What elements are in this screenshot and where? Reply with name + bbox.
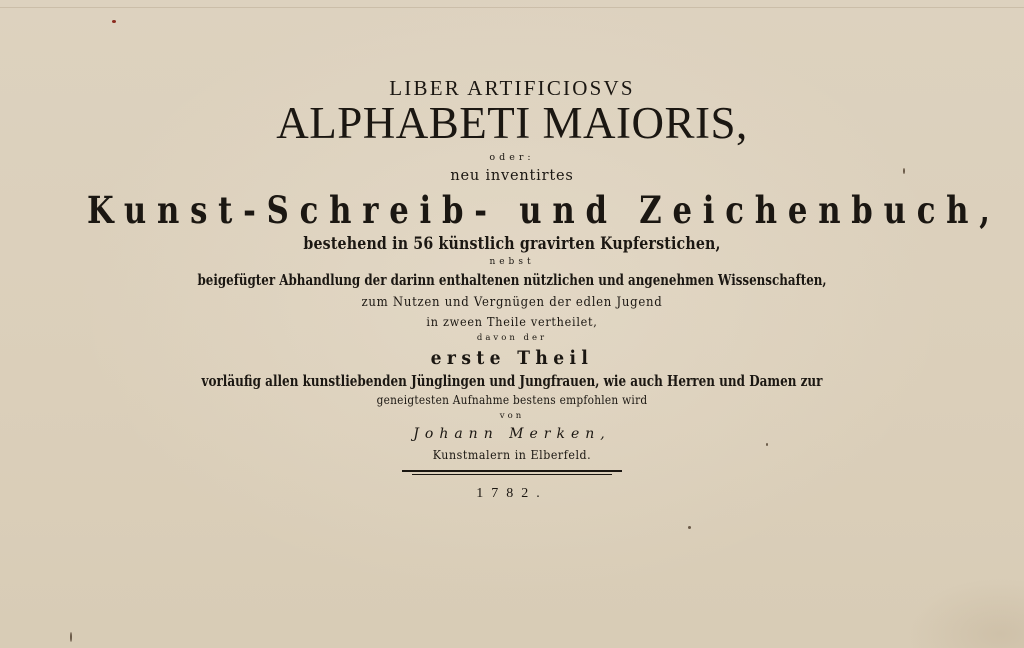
dedication-line-1: vorläufig allen kunstliebenden Jünglingen und Jungfrauen, wie auch Herren und Damen zur (201, 372, 823, 390)
ink-speck (112, 20, 116, 23)
german-main-title: Kunst-Schreib- und Zeichenbuch, (87, 188, 1001, 232)
rule-thin (412, 474, 612, 475)
author-name: Johann Merken, (413, 426, 611, 442)
page-edge-line (0, 7, 1024, 8)
dedication-line-2: geneigtesten Aufnahme bestens empfohlen wird (376, 393, 648, 407)
ink-speck (70, 632, 72, 642)
rule-thick (402, 470, 622, 472)
title-line-von: von (499, 411, 525, 421)
subtitle-theile: in zween Theile vertheilet, (426, 314, 598, 329)
title-line-neu-inventirtes: neu inventirtes (450, 168, 574, 184)
title-line-davon-der: davon der (476, 333, 548, 343)
paper-stain (904, 578, 1024, 648)
main-title: ALPHABETI MAIORIS, (276, 98, 748, 148)
ink-speck (688, 526, 691, 529)
part-title: erste Theil (430, 347, 594, 369)
title-block (0, 74, 1024, 505)
subtitle-abhandlung: beigefügter Abhandlung der darinn enthaltenen nützlichen und angenehmen Wissenschaften, (197, 272, 827, 289)
title-line-nebst: nebst (489, 257, 535, 267)
double-rule-divider (402, 470, 622, 475)
subtitle-kupferstichen: bestehend in 56 künstlich gravirten Kupferstichen, (303, 234, 721, 253)
title-line-1: LIBER ARTIFICIOSVS (389, 76, 635, 100)
title-line-oder: oder: (489, 152, 535, 163)
subtitle-jugend: zum Nutzen und Vergnügen der edlen Jugend (361, 295, 663, 310)
author-title: Kunstmalern in Elberfeld. (432, 448, 592, 462)
publication-year: 1782. (476, 486, 548, 501)
